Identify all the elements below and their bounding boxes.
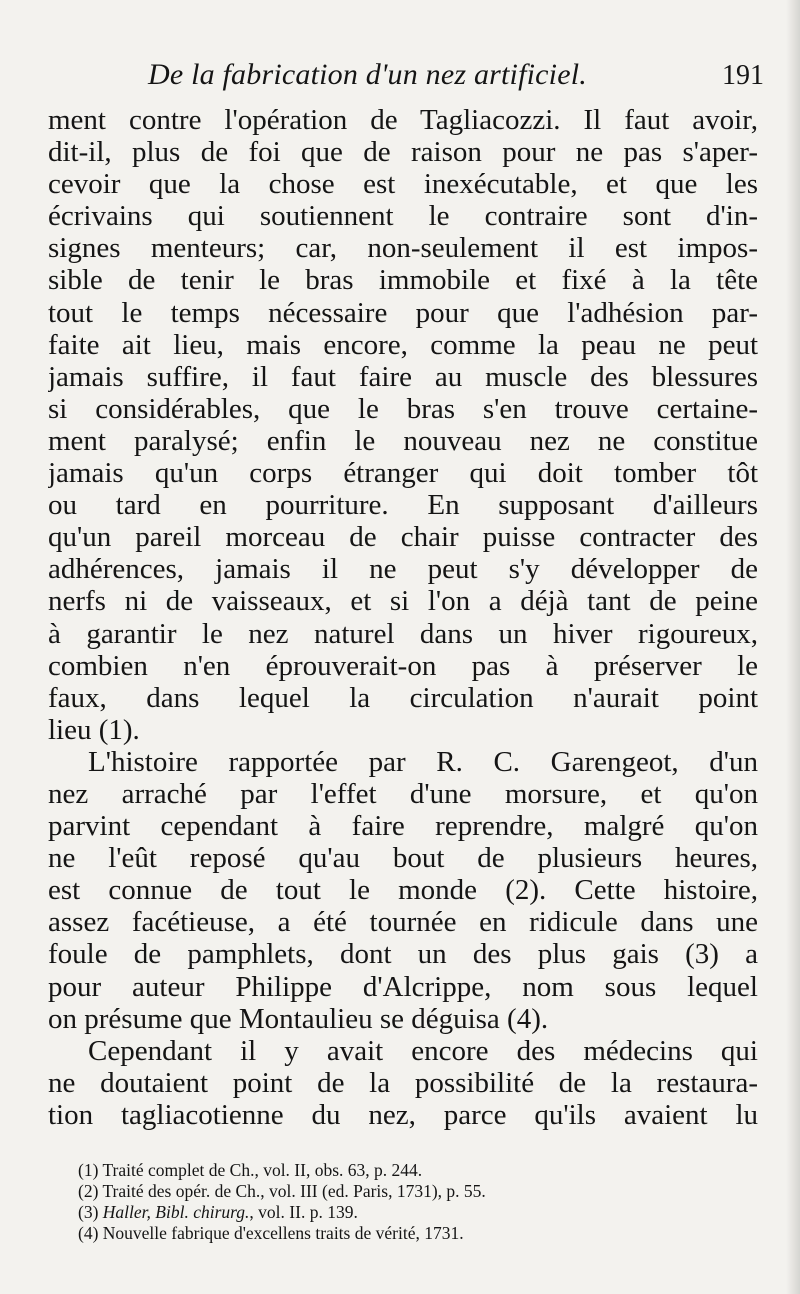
footnote-3 <box>78 1202 718 1223</box>
text-line: ne l'eût reposé qu'au bout de plusieurs heures, <box>48 842 758 875</box>
footnote-4 <box>78 1223 718 1244</box>
text-line: faite ait lieu, mais encore, comme la peau ne peut <box>48 328 758 361</box>
footnotes <box>78 1160 718 1244</box>
text-line: foule de pamphlets, dont un des plus gais (3) a <box>48 938 758 971</box>
body-text <box>48 104 758 1131</box>
text-line: à garantir le nez naturel dans un hiver rigoureux, <box>48 617 758 650</box>
footnote-text: Traité des opér. de Ch., vol. III (ed. Paris, 1731), p. 55. <box>102 1181 486 1201</box>
footnote-text: Nouvelle fabrique d'excellens traits de vérité, 1731. <box>102 1223 464 1243</box>
text-line: ment paralysé; enfin le nouveau nez ne constitue <box>48 424 758 457</box>
text-line: assez facétieuse, a été tournée en ridicule dans une <box>48 906 758 939</box>
footnote-marker: (3) <box>78 1202 99 1222</box>
text-line: ou tard en pourriture. En supposant d'ailleurs <box>48 489 758 522</box>
footnote-marker: (1) <box>78 1160 99 1180</box>
text-line: nez arraché par l'effet d'une morsure, et qu'on <box>48 777 758 810</box>
text-line: faux, dans lequel la circulation n'aurait point <box>48 681 758 714</box>
text-line: jamais qu'un corps étranger qui doit tomber tôt <box>48 457 758 490</box>
text-line: tout le temps nécessaire pour que l'adhésion par- <box>48 296 758 329</box>
text-line: est connue de tout le monde (2). Cette histoire, <box>48 874 758 907</box>
text-line: cevoir que la chose est inexécutable, et que les <box>48 168 758 201</box>
text-line: écrivains qui soutiennent le contraire sont d'in- <box>48 200 758 233</box>
footnote-2 <box>78 1181 718 1202</box>
page-number: 191 <box>722 60 764 91</box>
text-line: si considérables, que le bras s'en trouve certaine- <box>48 392 758 425</box>
footnote-marker: (2) <box>78 1181 99 1201</box>
text-line: pour auteur Philippe d'Alcrippe, nom sous lequel <box>48 970 758 1003</box>
text-line: ment contre l'opération de Tagliacozzi. Il faut avoir, <box>48 104 758 136</box>
running-title: De la fabrication d'un nez artificiel. <box>148 58 587 91</box>
text-line: lieu (1). <box>48 713 140 746</box>
text-line: sible de tenir le bras immobile et fixé à la tête <box>48 264 758 297</box>
text-line: ne doutaient point de la possibilité de la restaura- <box>48 1066 758 1099</box>
text-line: parvint cependant à faire reprendre, malgré qu'on <box>48 810 758 843</box>
footnote-author: Haller, <box>102 1202 151 1222</box>
text-line: qu'un pareil morceau de chair puisse contracter des <box>48 521 758 554</box>
footnote-work: Bibl. chirurg. <box>155 1202 250 1222</box>
text-line: Cependant il y avait encore des médecins qui <box>88 1034 758 1067</box>
text-line: L'histoire rapportée par R. C. Garengeot, d'un <box>88 745 758 778</box>
footnote-marker: (4) <box>78 1223 99 1243</box>
text-line: jamais suffire, il faut faire au muscle des blessures <box>48 360 758 393</box>
text-line: on présume que Montaulieu se déguisa (4). <box>48 1002 549 1035</box>
text-line: nerfs ni de vaisseaux, et si l'on a déjà tant de peine <box>48 585 758 618</box>
text-line: signes menteurs; car, non-seulement il est impos- <box>48 232 758 265</box>
footnote-text: , vol. II. p. 139. <box>249 1202 358 1222</box>
text-line: dit-il, plus de foi que de raison pour ne pas s'aper- <box>48 136 758 169</box>
footnote-text: Traité complet de Ch., vol. II, obs. 63, p. 244. <box>102 1160 423 1180</box>
page-header <box>48 58 768 98</box>
footnote-1 <box>78 1160 718 1181</box>
text-line: tion tagliacotienne du nez, parce qu'ils avaient lu <box>48 1098 758 1131</box>
page-edge-shadow <box>786 0 800 1294</box>
text-line: combien n'en éprouverait-on pas à préserver le <box>48 649 758 682</box>
text-line: adhérences, jamais il ne peut s'y développer de <box>48 553 758 586</box>
